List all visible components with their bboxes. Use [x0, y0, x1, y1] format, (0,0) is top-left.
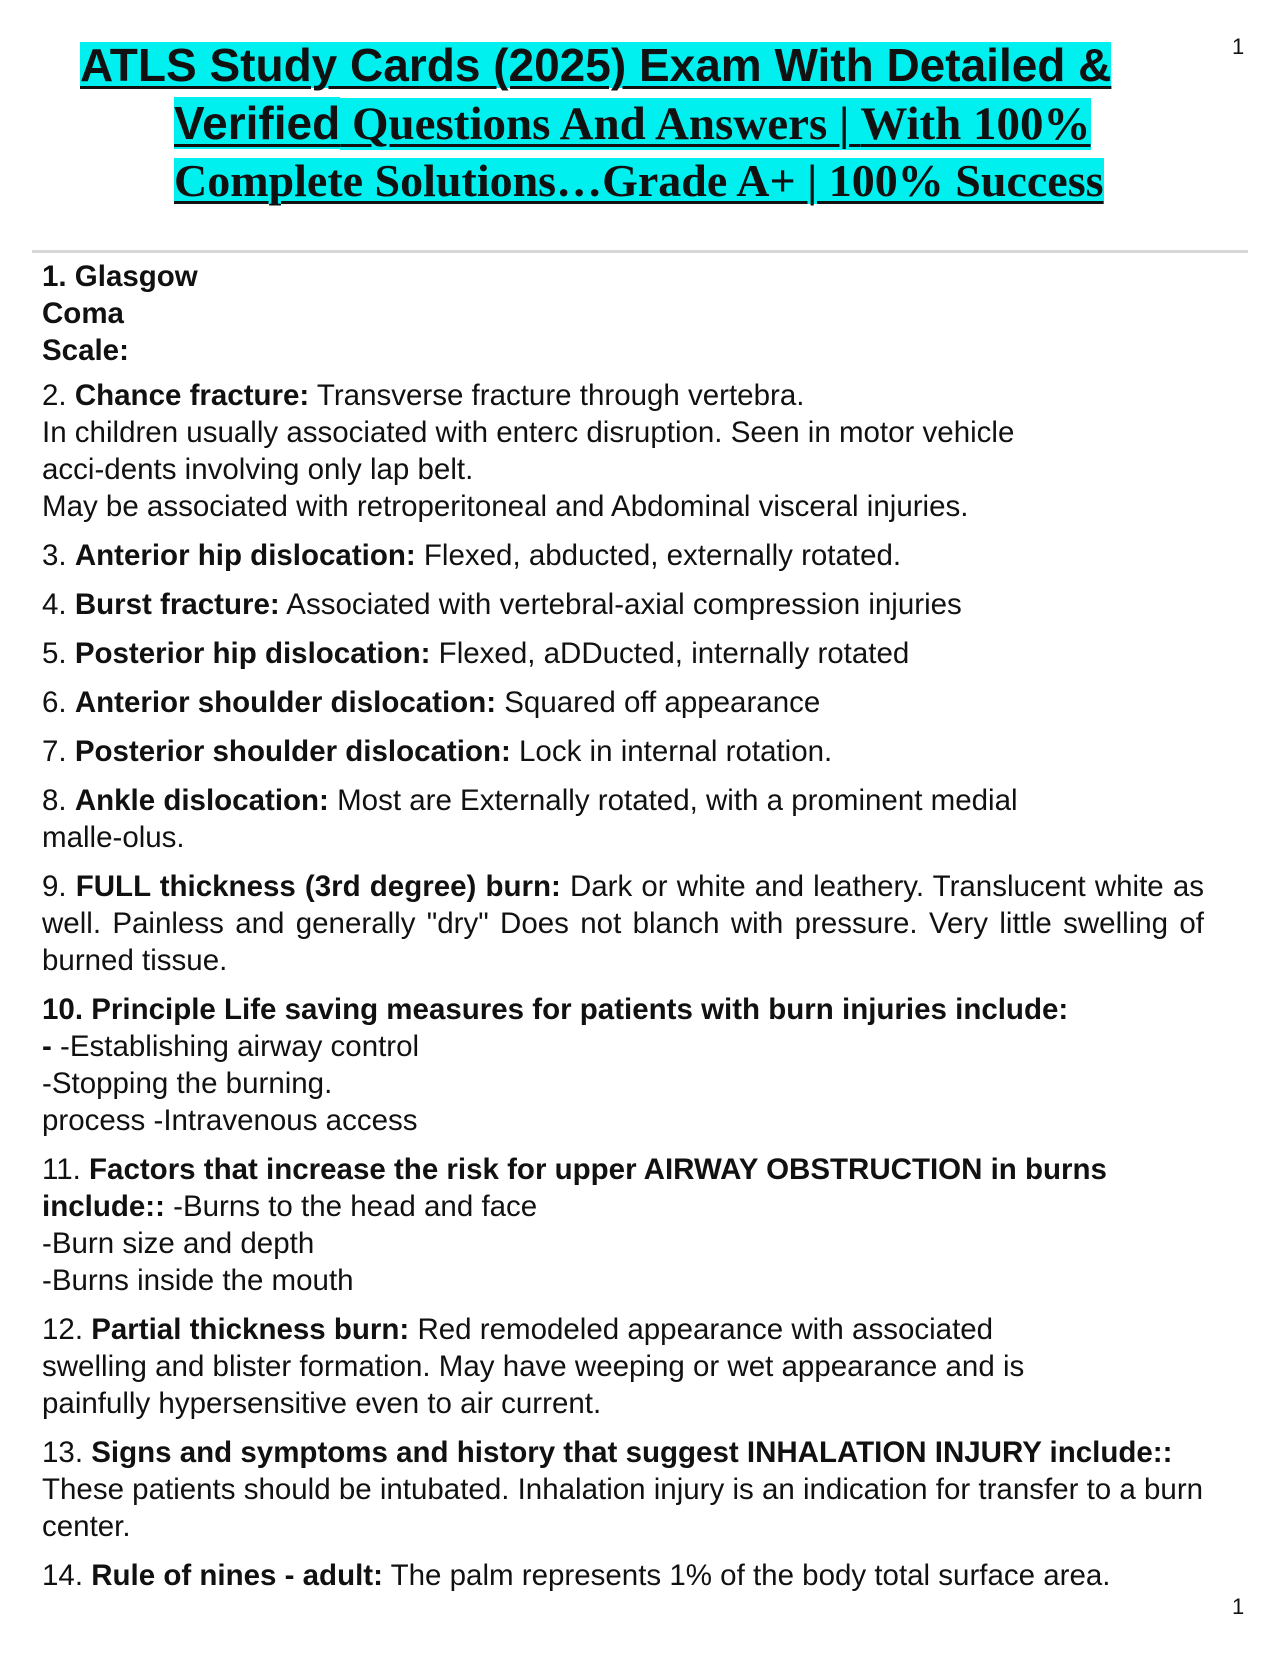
item-term: Factors that increase the risk for upper AIRWAY OBSTRUCTION in burns include::	[42, 1153, 1107, 1223]
item-number-term: 1. Glasgow	[42, 260, 198, 293]
item-number: 4.	[42, 588, 75, 621]
item-text: Squared off appearance	[496, 686, 821, 719]
item-text-line: -Burns inside the mouth	[42, 1264, 354, 1297]
item-term: Signs and symptoms and history that suggest INHALATION INJURY include::	[91, 1436, 1173, 1469]
item-number: 10.	[42, 993, 92, 1026]
title-verified: Verified	[174, 97, 341, 149]
item-term: Chance fracture:	[74, 379, 310, 412]
list-item	[42, 1557, 1204, 1594]
item-term: Anterior hip dislocation:	[74, 539, 416, 572]
item-text: Flexed, aDDucted, internally rotated	[430, 637, 910, 670]
page-number-top: 1	[1232, 34, 1245, 59]
item-number: 14.	[42, 1559, 92, 1592]
item-term: Posterior shoulder dislocation:	[74, 735, 511, 768]
item-term-line: Coma	[42, 297, 124, 330]
item-term: Partial thickness burn:	[91, 1313, 410, 1346]
item-number: 7.	[42, 735, 75, 768]
item-text: Dark or white and leathery. Translucent white as well. Painless and generally "dry" Does not blanch with pressure. Very little swelling of burned tissue.	[42, 870, 1204, 977]
item-text-line: swelling and blister formation. May have weeping or wet appearance and is	[42, 1350, 1025, 1383]
item-text: Flexed, abducted, externally rotated.	[415, 539, 902, 572]
list-item	[42, 684, 1204, 721]
title-line-3: Complete Solutions…Grade A+ | 100% Success	[174, 155, 1104, 206]
item-number: 3.	[42, 539, 75, 572]
item-text-line: process -Intravenous access	[42, 1104, 418, 1137]
title-line-2	[174, 97, 1091, 150]
item-term: Anterior shoulder dislocation:	[74, 686, 497, 719]
item-text: Most are Externally rotated, with a prominent medial	[328, 784, 1018, 817]
item-text: The palm represents 1% of the body total surface area.	[382, 1559, 1111, 1592]
list-item	[42, 782, 1204, 856]
list-item	[42, 537, 1204, 574]
item-text-line: acci-dents involving only lap belt.	[42, 453, 474, 486]
list-item	[42, 258, 1204, 369]
item-text-line: In children usually associated with enterc disruption. Seen in motor vehicle	[42, 416, 1015, 449]
list-item	[42, 377, 1204, 525]
title-with-100: With 100%	[860, 98, 1091, 150]
item-number: 11.	[42, 1153, 90, 1186]
item-text: Associated with vertebral-axial compression injuries	[279, 588, 962, 621]
list-item	[42, 733, 1204, 770]
item-number: 8.	[42, 784, 75, 817]
item-term: FULL thickness (3rd degree) burn:	[75, 870, 561, 903]
item-text: -Establishing airway control	[51, 1030, 420, 1063]
study-card-list	[42, 258, 1204, 1606]
item-text-line: -Stopping the burning.	[42, 1067, 333, 1100]
item-term-dash: -	[42, 1030, 52, 1063]
list-item	[42, 1151, 1204, 1299]
item-term: Burst fracture:	[74, 588, 280, 621]
title-questions-answers: Questions And Answers |	[340, 98, 861, 150]
item-term-line: Scale:	[42, 334, 129, 367]
divider	[32, 250, 1248, 253]
item-number: 9.	[42, 870, 76, 903]
item-text-line: -Burn size and depth	[42, 1227, 315, 1260]
item-text-line: painfully hypersensitive even to air current.	[42, 1387, 602, 1420]
item-text-line: May be associated with retroperitoneal and Abdominal visceral injuries.	[42, 490, 969, 523]
item-text-line: malle-olus.	[42, 821, 185, 854]
item-number: 13.	[42, 1436, 92, 1469]
item-text: -Burns to the head and face	[164, 1190, 538, 1223]
list-item	[42, 635, 1204, 672]
item-number: 2.	[42, 379, 75, 412]
item-text: Transverse fracture through vertebra.	[309, 379, 805, 412]
list-item	[42, 1434, 1204, 1545]
list-item	[42, 1311, 1204, 1422]
title-line-1: ATLS Study Cards (2025) Exam With Detailed &	[80, 39, 1112, 91]
list-item	[42, 991, 1204, 1139]
item-number: 6.	[42, 686, 75, 719]
list-item	[42, 586, 1204, 623]
item-text: Red remodeled appearance with associated	[409, 1313, 994, 1346]
item-term: Principle Life saving measures for patients with burn injuries include:	[91, 993, 1069, 1026]
page-number-bottom: 1	[1232, 1594, 1245, 1619]
item-term: Rule of nines - adult:	[91, 1559, 383, 1592]
item-term: Ankle dislocation:	[74, 784, 329, 817]
item-term: Posterior hip dislocation:	[74, 637, 431, 670]
list-item	[42, 868, 1204, 979]
item-text: Lock in internal rotation.	[510, 735, 833, 768]
item-text: These patients should be intubated. Inhalation injury is an indication for transfer to a burn center.	[42, 1473, 1204, 1543]
item-number: 12.	[42, 1313, 92, 1346]
item-number: 5.	[42, 637, 75, 670]
